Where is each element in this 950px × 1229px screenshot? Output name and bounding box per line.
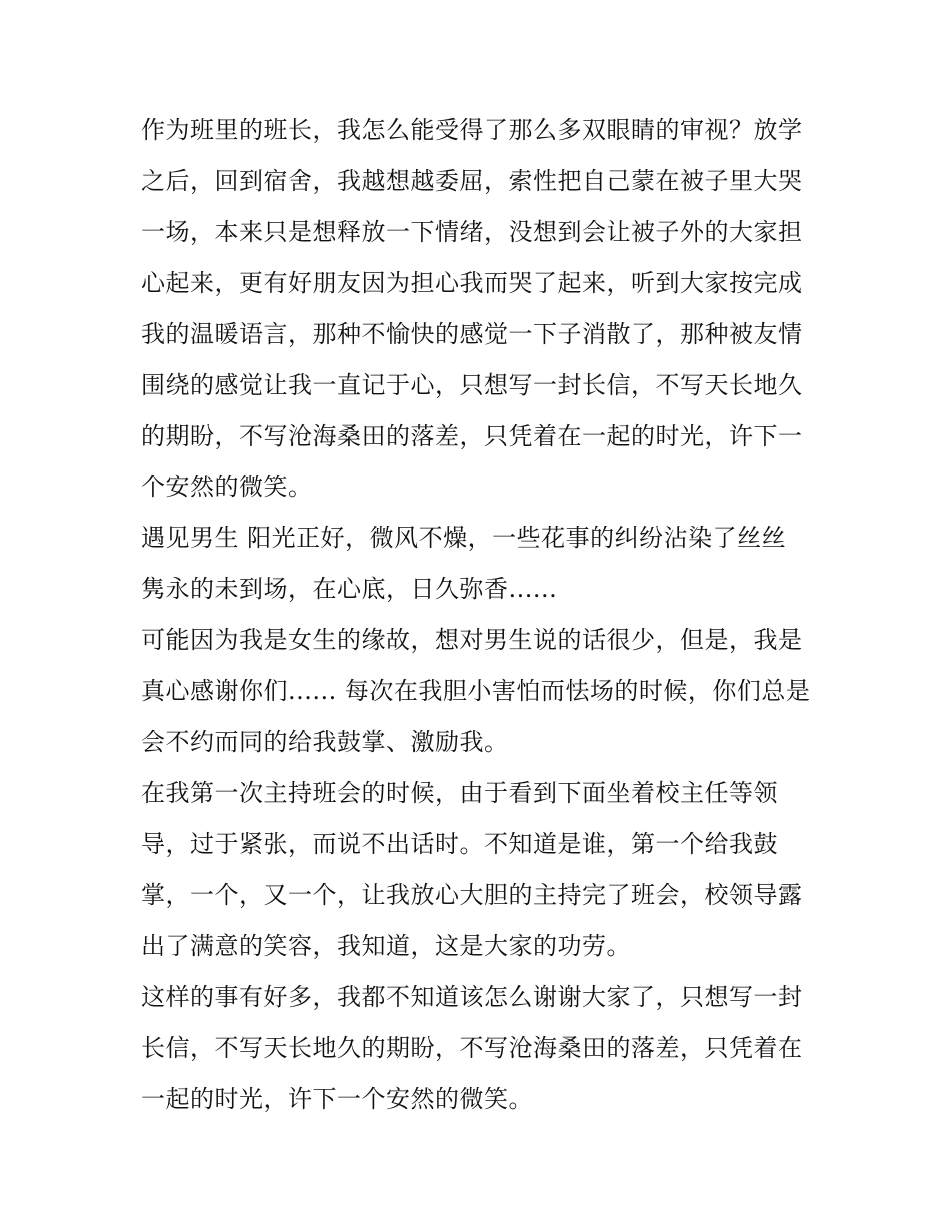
text-line: 这样的事有好多，我都不知道该怎么谢谢大家了，只想写一封 — [141, 983, 803, 1011]
text-line: 心起来，更有好朋友因为担心我而哭了起来，听到大家按完成 — [141, 269, 803, 297]
text-line: 个安然的微笑。 — [141, 473, 313, 501]
document-body — [141, 105, 821, 1125]
text-line: 隽永的未到场，在心底，日久弥香...... — [141, 575, 558, 603]
text-line: 导，过于紧张，而说不出话时。不知道是谁，第一个给我鼓 — [141, 830, 778, 858]
text-line: 出了满意的笑容，我知道，这是大家的功劳。 — [141, 932, 631, 960]
text-line: 真心感谢你们...... 每次在我胆小害怕而怯场的时候，你们总是 — [141, 677, 811, 705]
text-line: 一场，本来只是想释放一下情绪，没想到会让被子外的大家担 — [141, 218, 803, 246]
text-line: 围绕的感觉让我一直记于心，只想写一封长信，不写天长地久 — [141, 371, 803, 399]
text-line: 会不约而同的给我鼓掌、激励我。 — [141, 728, 509, 756]
text-line: 之后，回到宿舍，我越想越委屈，索性把自己蒙在被子里大哭 — [141, 167, 803, 195]
text-line: 掌，一个，又一个，让我放心大胆的主持完了班会，校领导露 — [141, 881, 803, 909]
text-line: 一起的时光，许下一个安然的微笑。 — [141, 1085, 533, 1113]
text-line: 长信，不写天长地久的期盼，不写沧海桑田的落差，只凭着在 — [141, 1034, 803, 1062]
text-line: 的期盼，不写沧海桑田的落差，只凭着在一起的时光，许下一 — [141, 422, 803, 450]
text-line: 作为班里的班长，我怎么能受得了那么多双眼睛的审视？放学 — [141, 116, 803, 144]
text-line: 在我第一次主持班会的时候，由于看到下面坐着校主任等领 — [141, 779, 778, 807]
text-line: 可能因为我是女生的缘故，想对男生说的话很少，但是，我是 — [141, 626, 803, 654]
text-line: 遇见男生 阳光正好，微风不燥，一些花事的纠纷沾染了丝丝 — [141, 524, 787, 552]
text-line: 我的温暖语言，那种不愉快的感觉一下子消散了，那种被友情 — [141, 320, 803, 348]
